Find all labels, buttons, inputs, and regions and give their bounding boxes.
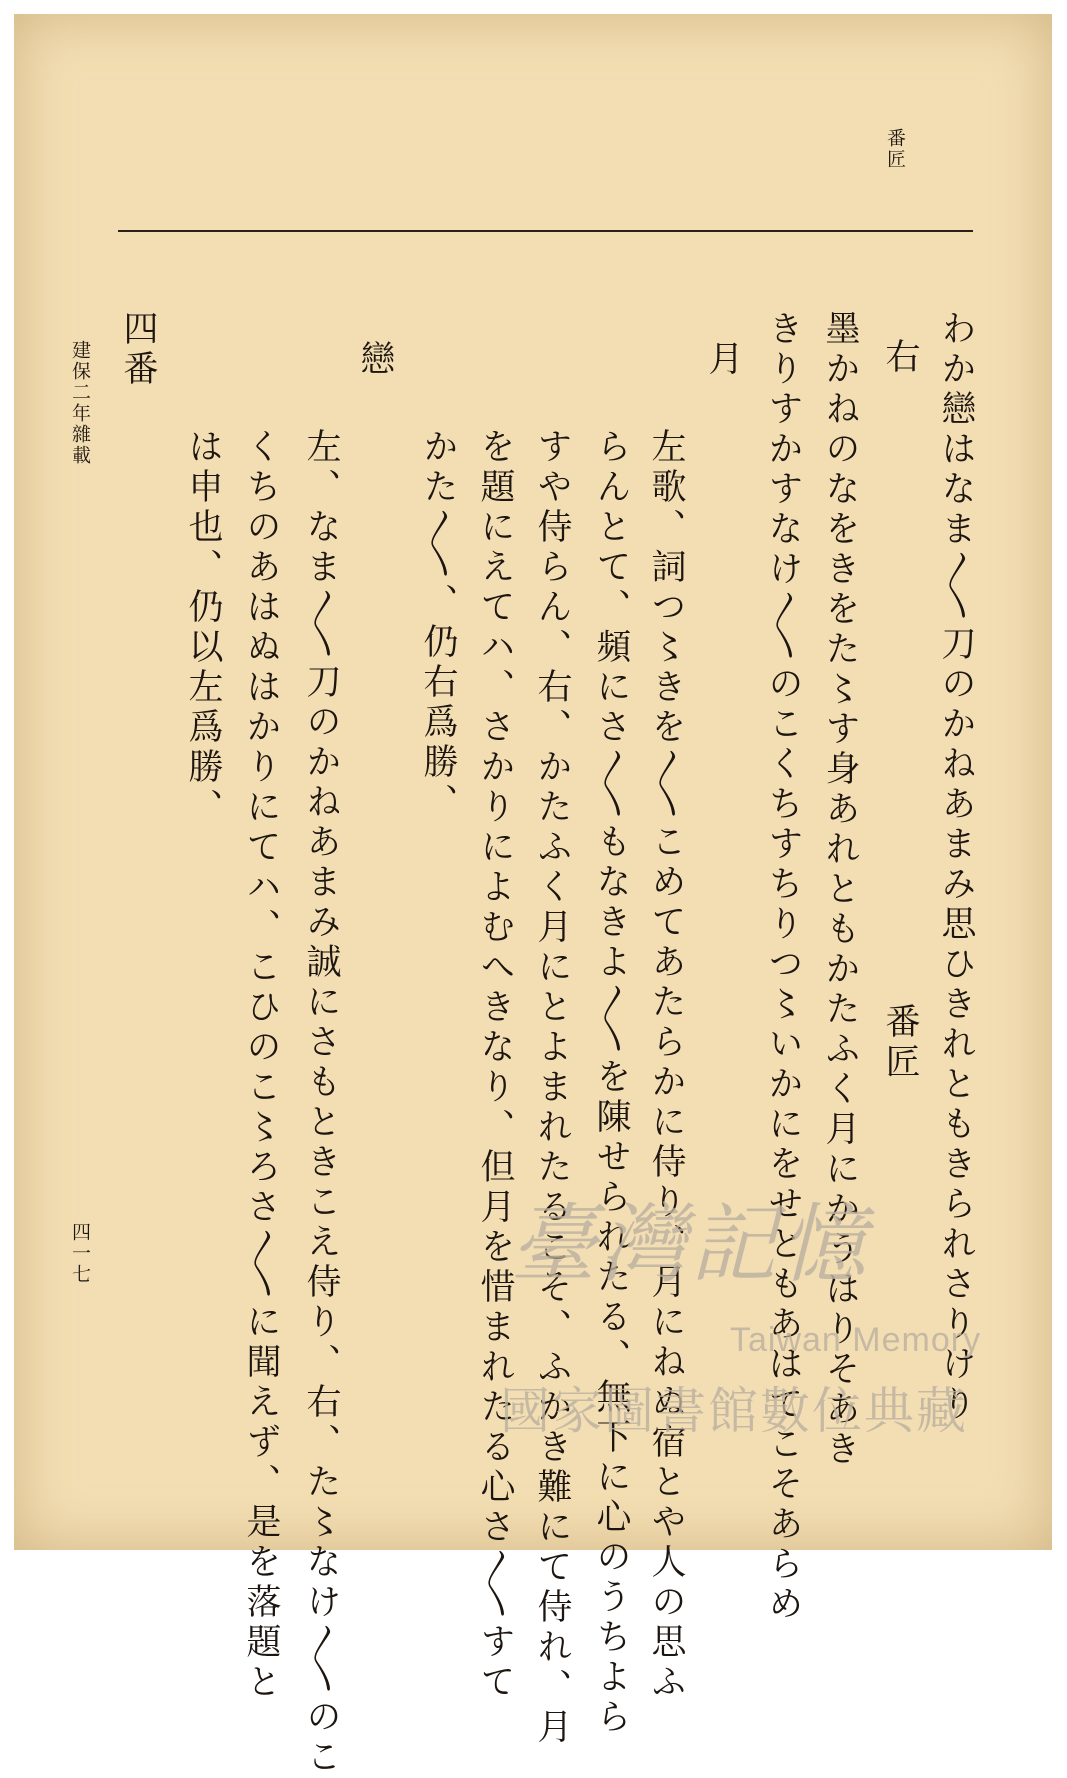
watermark-script: 臺灣記憶 <box>510 1195 870 1295</box>
page-number: 四一七 <box>69 1222 91 1285</box>
watermark-english: Taiwan Memory <box>730 1321 982 1359</box>
footer-source-title: 建保二年雜載 <box>69 340 91 466</box>
text-column-7: 左歌、詞つ〻きを〳〵こめてあたらかに侍り、月にねぬ宿とや人の思ふ <box>646 428 686 1703</box>
text-column-4: 墨かねのなをきをた〻す身あれともかたふく月にかうはりそあき <box>820 310 860 1470</box>
text-column-12: 戀 <box>355 340 395 380</box>
header-fragment: 番匠 <box>884 128 906 170</box>
text-column-1: わか戀はなま〳〵刀のかねあまみ思ひきれともきられさりけり <box>936 310 976 1425</box>
text-column-8: らんとて、頻にさ〳〵もなきよ〳〵を陳せられたる、無下に心のうちよら <box>591 428 631 1738</box>
text-column-14: くちのあはぬはかりにてハ、こひのこ〻ろさ〳〵に聞えず、是を落題と <box>241 428 281 1703</box>
text-column-11: かた〳〵、仍右爲勝、 <box>418 428 458 823</box>
watermark-chinese: 國家圖書館數位典藏 <box>500 1382 968 1440</box>
text-column-6: 月 <box>703 340 743 380</box>
header-rule <box>118 230 973 232</box>
text-column-10: を題にえてハ、さかりによむへきなり、但月を惜まれたる心さ〳〵すて <box>475 428 515 1703</box>
text-column-16: 四番 <box>118 310 158 390</box>
text-column-13: 左、なま〳〵刀のかねあまみ誠にさもときこえ侍り、右、た〻なけ〳〵のこ <box>301 428 341 1778</box>
text-column-15: は申也、仍以左爲勝、 <box>183 428 223 828</box>
text-column-3: 番匠 <box>880 1003 920 1083</box>
text-column-5: きりすかすなけ〳〵のこくちすちりつ〻いかにをせともあはてこそあらめ <box>763 310 803 1625</box>
text-column-9: すや侍らん、右、かたふく月にとよまれたるこそ、ふかき難にて侍れ、月 <box>532 428 572 1748</box>
text-column-2: 右 <box>880 338 920 378</box>
